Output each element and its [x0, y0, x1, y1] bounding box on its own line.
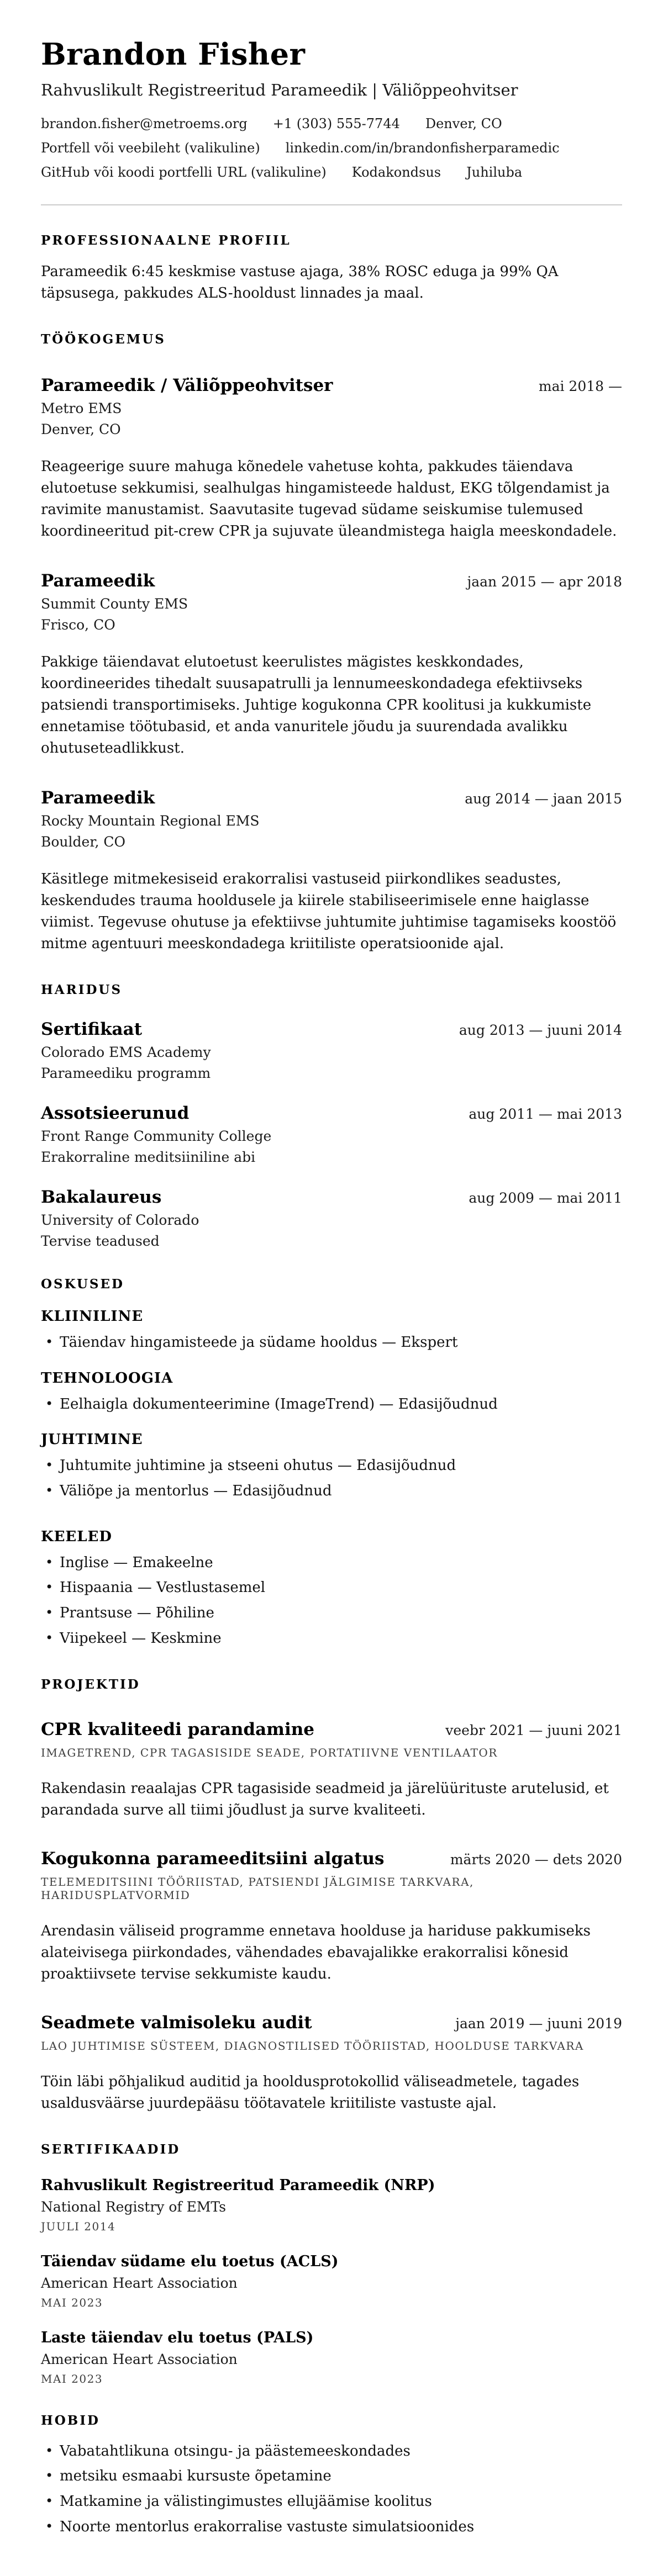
hobby-item-text: Matkamine ja välistingimustes ellujäämise koolitus	[60, 2493, 432, 2510]
contact-row-1	[41, 116, 622, 131]
language-item-text: Prantsuse — Põhiline	[60, 1605, 214, 1622]
project-tools: LAO JUHTIMISE SÜSTEEM, DIAGNOSTILISED TÖÖRIISTAD, HOOLDUSE TARKVARA	[41, 2039, 584, 2053]
job-description: Pakkige täiendavat elutoetust keerulistes mägistes keskkondades, koordineerides tihedalt suusapatrulli ja lennumeeskondadega efektiivseks patsiendi transportimiseks. Juhtige kogukonna CPR koolitusi ja kukkumiste ennetamise töötubasid, et anda vanuritele jõudu ja suurendada avalikku ohutuseteadlikkust.	[41, 654, 592, 757]
certification-name: Rahvuslikult Registreeritud Parameedik (NRP)	[41, 2176, 435, 2194]
project-dates: jaan 2019 — juuni 2019	[455, 2015, 622, 2032]
job-description: Reageerige suure mahuga kõnedele vahetuse kohta, pakkudes täiendava elutoetuse sekkumisi, sealhulgas hingamisteede haldust, EKG tõlgendamist ja ravimite manustamist. Saavutasite tugevad südame seiskumise tulemused koordineeritud pit-crew CPR ja sujuvate üleandmistega haigla meeskondadele.	[41, 458, 617, 539]
project-description: Rakendasin reaalajas CPR tagasiside seadmeid ja järelüürituste arutelusid, et parandada surve all tiimi jõudlust ja surve kvaliteeti.	[41, 1780, 609, 1818]
certification-name: Täiendav südame elu toetus (ACLS)	[41, 2252, 339, 2270]
job-title: Parameedik / Väliõppeohvitser	[41, 375, 333, 395]
language-item	[41, 1603, 622, 1624]
contact-citizenship: Kodakondsus	[351, 165, 441, 180]
project-title: Kogukonna parameeditsiini algatus	[41, 1848, 385, 1869]
skill-group-clinical	[41, 1308, 622, 1353]
job-dates: mai 2018 —	[538, 378, 622, 394]
skill-item	[41, 1332, 622, 1353]
bullet-icon: •	[45, 1395, 54, 1411]
job-title: Parameedik	[41, 571, 155, 591]
section-heading-hobbies: HOBID	[41, 2413, 100, 2428]
education-field: Parameediku programm	[41, 1065, 211, 1081]
section-heading-skills: OSKUSED	[41, 1277, 124, 1292]
project-entry-head	[41, 1849, 622, 1869]
contact-block	[41, 116, 622, 180]
section-heading-work: TÖÖKOGEMUS	[41, 332, 166, 347]
project-entry-head	[41, 2013, 622, 2033]
certification-issuer: American Heart Association	[41, 2351, 238, 2367]
bullet-icon: •	[45, 1457, 54, 1473]
project-dates: märts 2020 — dets 2020	[450, 1851, 622, 1868]
section-profile	[41, 233, 622, 304]
job-entry-head	[41, 375, 622, 395]
skill-group-label: TEHNOLOOGIA	[41, 1369, 173, 1387]
bullet-icon: •	[45, 1334, 54, 1350]
bullet-icon: •	[45, 2518, 54, 2534]
contact-row-3	[41, 165, 622, 180]
project-description: Töin läbi põhjalikud auditid ja hooldusprotokollid väliseadmetele, tagades usaldusväärse juurdepääsu töötavatele kriitiliste vastuste ajal.	[41, 2073, 580, 2112]
job-entry-head	[41, 571, 622, 591]
skill-group-label: JUHTIMINE	[41, 1431, 143, 1448]
job-company: Rocky Mountain Regional EMS	[41, 813, 260, 829]
language-item	[41, 1628, 622, 1649]
language-item	[41, 1553, 622, 1574]
job-entry-head	[41, 788, 622, 808]
candidate-title: Rahvuslikult Registreeritud Parameedik | Väliõppeohvitser	[41, 81, 518, 99]
section-hobbies	[41, 2413, 622, 2538]
job-entry	[41, 788, 622, 955]
project-title: Seadmete valmisoleku audit	[41, 2012, 312, 2033]
bullet-icon: •	[45, 1483, 54, 1499]
hobby-item-text: Noorte mentorlus erakorralise vastuste simulatsioonides	[60, 2518, 475, 2535]
contact-row-2	[41, 140, 622, 156]
section-certifications	[41, 2142, 622, 2385]
hobby-item-text: Vabatahtlikuna otsingu- ja päästemeeskondades	[60, 2442, 411, 2459]
section-skills	[41, 1277, 622, 1649]
certification-entry	[41, 2329, 622, 2385]
hobby-item	[41, 2492, 622, 2512]
profile-text: Parameedik 6:45 keskmise vastuse ajaga, 38% ROSC eduga ja 99% QA täpsusega, pakkudes ALS-hooldust linnades ja maal.	[41, 263, 559, 301]
contact-github: GitHub või koodi portfelli URL (valikuline)	[41, 165, 327, 180]
skill-item-text: Juhtumite juhtimine ja stseeni ohutus — Edasijõudnud	[60, 1457, 456, 1474]
skill-item-text: Väliõpe ja mentorlus — Edasijõudnud	[60, 1483, 332, 1500]
contact-phone: +1 (303) 555-7744	[272, 116, 400, 131]
education-degree: Assotsieerunud	[41, 1103, 190, 1123]
certification-issuer: National Registry of EMTs	[41, 2198, 227, 2215]
bullet-icon: •	[45, 1579, 54, 1595]
bullet-icon: •	[45, 1605, 54, 1621]
candidate-name: Brandon Fisher	[41, 36, 306, 72]
job-company: Summit County EMS	[41, 596, 188, 612]
job-dates: jaan 2015 — apr 2018	[467, 574, 622, 590]
hobby-item	[41, 2441, 622, 2462]
bullet-icon: •	[45, 2468, 54, 2484]
project-entry	[41, 2013, 622, 2114]
skill-list	[41, 1332, 622, 1353]
education-school: Colorado EMS Academy	[41, 1044, 211, 1060]
section-education	[41, 982, 622, 1249]
job-dates: aug 2014 — jaan 2015	[465, 791, 622, 807]
bullet-icon: •	[45, 1630, 54, 1646]
skill-group-languages	[41, 1528, 622, 1649]
section-projects	[41, 1677, 622, 2114]
skill-item-text: Eelhaigla dokumenteerimine (ImageTrend) — Edasijõudnud	[60, 1395, 498, 1413]
education-degree: Sertifikaat	[41, 1019, 143, 1039]
hobby-item	[41, 2466, 622, 2487]
skill-list	[41, 1456, 622, 1501]
certification-date: MAI 2023	[41, 2295, 103, 2309]
bullet-icon: •	[45, 1554, 54, 1570]
education-dates: aug 2011 — mai 2013	[469, 1106, 622, 1122]
project-tools: TELEMEDITSIINI TÖÖRIISTAD, PATSIENDI JÄLGIMISE TARKVARA, HARIDUSPLATVORMID	[41, 1875, 474, 1902]
hobby-item-text: metsiku esmaabi kursuste õpetamine	[60, 2468, 332, 2485]
skill-group-label: KLIINILINE	[41, 1308, 144, 1325]
bullet-icon: •	[45, 2442, 54, 2458]
skill-item	[41, 1481, 622, 1502]
project-title: CPR kvaliteedi parandamine	[41, 1719, 315, 1739]
hobby-list	[41, 2441, 622, 2538]
section-heading-education: HARIDUS	[41, 982, 123, 997]
language-item-text: Inglise — Emakeelne	[60, 1554, 213, 1571]
contact-location: Denver, CO	[425, 116, 502, 131]
project-entry	[41, 1720, 622, 1821]
job-title: Parameedik	[41, 788, 155, 808]
project-entry-head	[41, 1720, 622, 1739]
project-entry	[41, 1849, 622, 1985]
bullet-icon: •	[45, 2493, 54, 2509]
language-item-text: Viipekeel — Keskmine	[60, 1630, 222, 1647]
certification-issuer: American Heart Association	[41, 2275, 238, 2291]
section-work	[41, 332, 622, 955]
skill-group-technology	[41, 1370, 622, 1415]
contact-email: brandon.fisher@metroems.org	[41, 116, 248, 131]
certification-name: Laste täiendav elu toetus (PALS)	[41, 2329, 314, 2346]
language-item-text: Hispaania — Vestlustasemel	[60, 1579, 266, 1596]
certification-entry	[41, 2177, 622, 2233]
section-heading-projects: PROJEKTID	[41, 1676, 140, 1692]
education-degree: Bakalaureus	[41, 1187, 162, 1207]
skill-list	[41, 1394, 622, 1415]
education-entry	[41, 1103, 622, 1165]
education-field: Tervise teadused	[41, 1233, 160, 1249]
education-entry	[41, 1019, 622, 1081]
skill-group-label: KEELED	[41, 1528, 112, 1545]
education-school: Front Range Community College	[41, 1128, 272, 1144]
resume-header	[41, 36, 622, 205]
education-entry-head	[41, 1019, 622, 1039]
job-company: Metro EMS	[41, 400, 122, 416]
education-dates: aug 2009 — mai 2011	[469, 1190, 622, 1206]
skill-item	[41, 1456, 622, 1477]
job-location: Denver, CO	[41, 421, 121, 437]
contact-license: Juhiluba	[466, 165, 523, 180]
contact-linkedin: linkedin.com/in/brandonfisherparamedic	[285, 140, 560, 156]
education-field: Erakorraline meditsiiniline abi	[41, 1149, 256, 1165]
job-location: Frisco, CO	[41, 617, 115, 633]
hobby-item	[41, 2517, 622, 2538]
project-tools: IMAGETREND, CPR TAGASISIDE SEADE, PORTATIIVNE VENTILAATOR	[41, 1745, 498, 1759]
certification-date: MAI 2023	[41, 2372, 103, 2385]
job-entry	[41, 571, 622, 759]
education-entry-head	[41, 1103, 622, 1123]
job-location: Boulder, CO	[41, 834, 126, 850]
project-dates: veebr 2021 — juuni 2021	[445, 1722, 622, 1738]
language-item	[41, 1578, 622, 1599]
header-divider	[41, 204, 622, 205]
skill-item	[41, 1394, 622, 1415]
section-heading-profile: PROFESSIONAALNE PROFIIL	[41, 233, 291, 248]
certification-entry	[41, 2253, 622, 2309]
skill-item-text: Täiendav hingamisteede ja südame hooldus — Ekspert	[60, 1334, 458, 1351]
education-dates: aug 2013 — juuni 2014	[459, 1022, 622, 1038]
section-heading-certifications: SERTIFIKAADID	[41, 2141, 181, 2157]
job-description: Käsitlege mitmekesiseid erakorralisi vastuseid piirkondlikes seadustes, keskendudes trauma hooldusele ja kiirele stabiliseerimisele enne haiglasse viimist. Tegevuse ohutuse ja efektiivse juhtumite juhtimise tagamiseks koostöö mitme agentuuri meeskondadega kriitiliste operatsioonide ajal.	[41, 871, 617, 952]
education-school: University of Colorado	[41, 1212, 199, 1228]
certification-date: JUULI 2014	[41, 2219, 116, 2233]
project-description: Arendasin väliseid programme ennetava hoolduse ja hariduse pakkumiseks alateivisega piirkondades, vähendades ebavajalikke erakorralisi kõnesid proaktiivsete tervise sekkumiste kaudu.	[41, 1922, 591, 1982]
education-entry	[41, 1187, 622, 1249]
education-entry-head	[41, 1187, 622, 1207]
language-list	[41, 1553, 622, 1649]
job-entry	[41, 375, 622, 542]
contact-portfolio: Portfell või veebileht (valikuline)	[41, 140, 260, 156]
skill-group-leadership	[41, 1431, 622, 1501]
